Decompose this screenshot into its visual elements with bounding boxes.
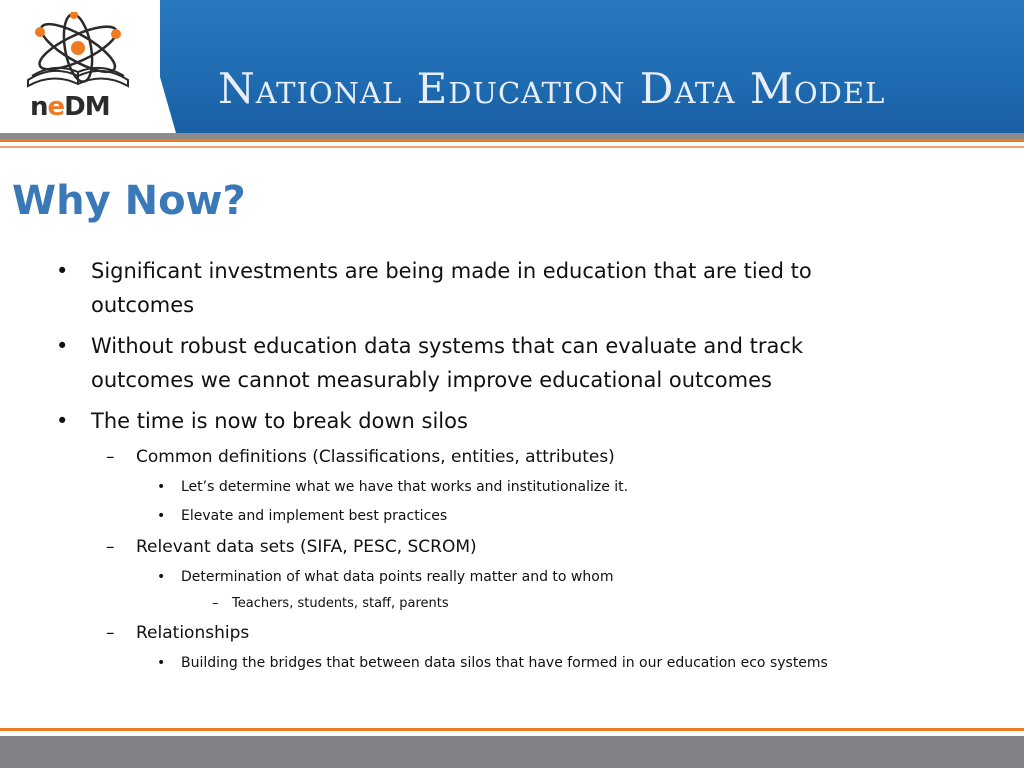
dash-marker: – xyxy=(106,623,115,643)
bullet-marker: • xyxy=(157,479,166,495)
bullet-marker: • xyxy=(56,409,69,433)
bullet-text: Significant investments are being made in education that are tied to outcomes xyxy=(91,259,812,317)
atom-book-logo-icon xyxy=(18,12,138,92)
banner-title: National Education Data Model xyxy=(218,64,886,113)
bullet-text: Without robust education data systems that can evaluate and track outcomes we cannot measurably improve educational outcomes xyxy=(91,334,804,392)
dash-marker: – xyxy=(212,596,219,611)
bullet-marker: • xyxy=(157,508,166,524)
header-divider-orange-thin xyxy=(0,146,1024,148)
bullet-marker: • xyxy=(157,569,166,585)
bullet-marker: • xyxy=(56,334,69,358)
bullet-marker: • xyxy=(56,259,69,283)
sub-sub-bullet-text: Building the bridges that between data silos that have formed in our education eco systems xyxy=(181,655,828,671)
sub-bullet-text: Relevant data sets (SIFA, PESC, SCROM) xyxy=(136,537,477,557)
level4-bullet-text: Teachers, students, staff, parents xyxy=(232,596,449,611)
slide-header xyxy=(0,0,1024,133)
sub-sub-bullet-text: Determination of what data points really matter and to whom xyxy=(181,569,614,585)
dash-marker: – xyxy=(106,447,115,467)
sub-sub-bullet-text: Elevate and implement best practices xyxy=(181,508,448,524)
sub-bullet-text: Common definitions (Classifications, entities, attributes) xyxy=(136,447,615,467)
footer-divider-orange xyxy=(0,728,1024,731)
sub-sub-bullet-text: Let’s determine what we have that works and institutionalize it. xyxy=(181,479,629,495)
slide-title: Why Now? xyxy=(12,178,246,224)
dash-marker: – xyxy=(106,537,115,557)
logo-wordmark: neDM xyxy=(30,92,110,122)
footer-bar xyxy=(0,736,1024,768)
bullet-marker: • xyxy=(157,655,166,671)
header-divider-orange xyxy=(0,139,1024,142)
bullet-text: The time is now to break down silos xyxy=(91,409,468,433)
sub-bullet-text: Relationships xyxy=(136,623,250,643)
header-banner xyxy=(160,0,1024,133)
